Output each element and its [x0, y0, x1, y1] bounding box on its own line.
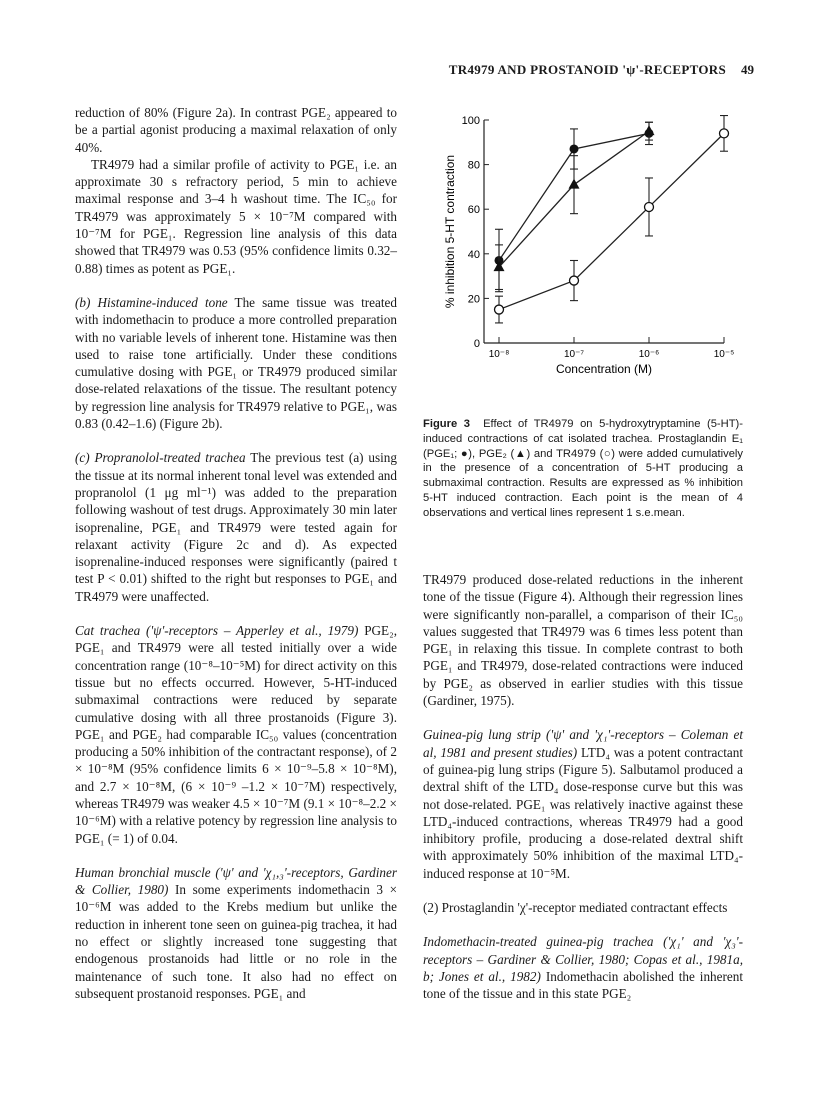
paragraph: reduction of 80% (Figure 2a). In contrast PGE₂ appeared to be a partial agonist producing a maximal relaxation of only 40%.	[75, 105, 397, 155]
x-axis-label: Concentration (M)	[555, 362, 653, 376]
page-header	[0, 62, 816, 82]
y-axis-label: % inhibition 5-HT contraction	[443, 154, 457, 309]
y-tick-label: 60	[467, 204, 480, 217]
section-heading: Cat trachea ('ψ'-receptors – Apperley et al., 1979)	[75, 623, 359, 639]
series-line	[499, 133, 724, 309]
y-tick-label: 0	[473, 338, 480, 350]
x-tick-label: 10⁻⁸	[488, 349, 510, 360]
figure-label: Figure 3	[423, 418, 470, 430]
section-paragraph: (c) Propranolol-treated trachea The previous test (a) using the tissue at its normal inherent tonal level was extended and propranolol (1 μg ml⁻¹) was added to the preparation following washout of test drugs. Approximately 30 min later isoprenaline, PGE₁ and TR4979 were tested again for relaxant activity (Figure 2c and d). As expected isoprenaline-induced responses were significantly (paired t test P < 0.01) shifted to the right but responses to PGE₁ and TR4979 were unaffected.	[75, 450, 397, 604]
running-head: TR4979 AND PROSTANOID 'ψ'-RECEPTORS	[448, 62, 726, 77]
y-tick-label: 80	[467, 159, 480, 172]
data-point-pge2	[569, 179, 580, 189]
x-tick-label: 10⁻⁶	[638, 349, 660, 360]
right-column	[423, 571, 743, 1003]
section-paragraph: Cat trachea ('ψ'-receptors – Apperley et al., 1979) PGE₂, PGE₁ and TR4979 were all tested initially over a wide concentration range (10⁻⁸–10⁻⁵M) for direct activity on this tissue but no effects occurred. However, 5-HT-induced submaximal contractions were reduced by separate cumulative dosing with all three prostanoids (Figure 3). PGE₁ and PGE₂ had comparable IC₅₀ values (concentration producing a 50% inhibition of the contractant response), of 2 × 10⁻⁸M (95% confidence limits 6 × 10⁻⁹–5.8 × 10⁻⁸M), and 2.7 × 10⁻⁸M, (6 × 10⁻⁹ –1.2 × 10⁻⁷M) respectively, whereas TR4979 was weaker 4.5 × 10⁻⁷M (9.1 × 10⁻⁸–2.2 × 10⁻⁶M) with a relative potency by regression line analysis to PGE₁ (= 1) of 0.04.	[75, 623, 398, 846]
section-paragraph: Guinea-pig lung strip ('ψ' and 'χ₁'-receptors – Coleman et al, 1981 and present studies) LTD₄ was a potent contractant of guinea-pig lung strips (Figure 5). Salbutamol produced a dextral shift of the LTD₄ dose-response curve but this was not dose-related. PGE₁ was relatively inactive against these LTD₄-induced contractions, whereas TR4979 had a good inhibitory profile, producing a dose-related dextral shift with approximately 50% inhibition of the maximal LTD₄-induced response at 10⁻⁵M.	[423, 727, 743, 881]
paragraph: TR4979 produced dose-related reductions in the inherent tone of the tissue (Figure 4). Although their regression lines were significantly non-parallel, a comparison of their IC₅₀ values suggested that TR4979 was 6 times less potent than PGE₁ in relaxing this tissue. In complete contrast to both PGE₁ and TR4979, dose-related contractions were induced by PGE₂ as observed in earlier studies with this tissue (Gardiner, 1975).	[423, 572, 743, 709]
data-point-tr4979	[720, 129, 729, 138]
data-point-pge2	[644, 125, 655, 135]
figure-3-chart	[436, 108, 736, 408]
section-paragraph: Human bronchial muscle ('ψ' and 'χ₁,₃'-receptors, Gardiner & Collier, 1980) In some experiments indomethacin 3 × 10⁻⁶M was added to the Krebs medium but unlike the reduction in inherent tone seen on guinea-pig trachea, it had no effect or slightly increased tone suggesting that endogenous prostanoids had little or no role in the maintenance of such tone. It also had no effect on subsequent prostanoid responses. PGE₁ and	[75, 864, 398, 1001]
x-tick-label: 10⁻⁷	[563, 349, 585, 360]
data-point-tr4979	[645, 202, 654, 211]
section-paragraph: (b) Histamine-induced tone The same tissue was treated with indomethacin to produce a more controlled preparation with no variable levels of inherent tone. Histamine was then used to raise tone artificially. Under these conditions cumulative dosing with PGE₁ or TR4979 produced similar dose-related relaxations of the tissue. The resultant potency by regression line analysis for TR4979 relative to PGE₁, was 0.83 (0.42–1.6) (Figure 2b).	[75, 294, 397, 432]
section-heading: Guinea-pig lung strip ('ψ' and 'χ₁'-receptors – Coleman et al, 1981 and present studies)	[423, 727, 743, 760]
y-tick-label: 20	[467, 293, 480, 306]
paragraph: TR4979 had a similar profile of activity to PGE₁ i.e. an approximate 30 s refractory period, 5 min to achieve maximal response and 3–4 h washout time. The IC₅₀ for TR4979 was approximately 5 × 10⁻⁷M compared with 10⁻⁷M for PGE₁. Regression line analysis of this data showed that TR4979 was 0.53 (95% confidence limits 0.32–0.88) times as potent as PGE₁.	[75, 156, 397, 276]
y-tick-label: 40	[467, 248, 480, 261]
y-tick-label: 100	[461, 115, 480, 127]
subsection-heading: (2) Prostaglandin 'χ'-receptor mediated contractant effects	[423, 900, 728, 916]
section-heading: Human bronchial muscle ('ψ' and 'χ₁,₃'-receptors, Gardiner & Collier, 1980)	[75, 864, 397, 898]
figure-caption	[423, 417, 743, 521]
caption-text: Effect of TR4979 on 5-hydroxytryptamine (5-HT)-induced contractions of cat isolated trachea. Prostaglandin E₁ (PGE₁; ●), PGE₂ (▲) and TR4979 (○) were added cumulatively in the presence of a concentration of 5-HT producing a submaximal contraction. Results are expressed as % inhibition 5-HT induced contraction. Each point is the mean of 4 observations and vertical lines represent 1 s.e.mean.	[423, 418, 744, 519]
section-heading: (c) Propranolol-treated trachea	[75, 450, 246, 466]
x-tick-label: 10⁻⁵	[713, 349, 735, 360]
section-heading: Indomethacin-treated guinea-pig trachea ('χ₁' and 'χ₃'-receptors – Gardiner & Collier, 1980; Copas et al., 1981a, b; Jones et al., 1982)	[423, 934, 743, 984]
page-number: 49	[741, 62, 754, 77]
left-column	[75, 104, 397, 1002]
section-heading: (b) Histamine-induced tone	[75, 294, 228, 310]
data-point-tr4979	[570, 276, 579, 285]
data-point-tr4979	[495, 305, 504, 314]
data-point-pge1	[570, 144, 579, 153]
section-paragraph: Indomethacin-treated guinea-pig trachea ('χ₁' and 'χ₃'-receptors – Gardiner & Collier, 1980; Copas et al., 1981a, b; Jones et al., 1982) Indomethacin abolished the inherent tone of the tissue and in this state PGE₂	[423, 934, 743, 1002]
chart-svg	[436, 108, 736, 408]
